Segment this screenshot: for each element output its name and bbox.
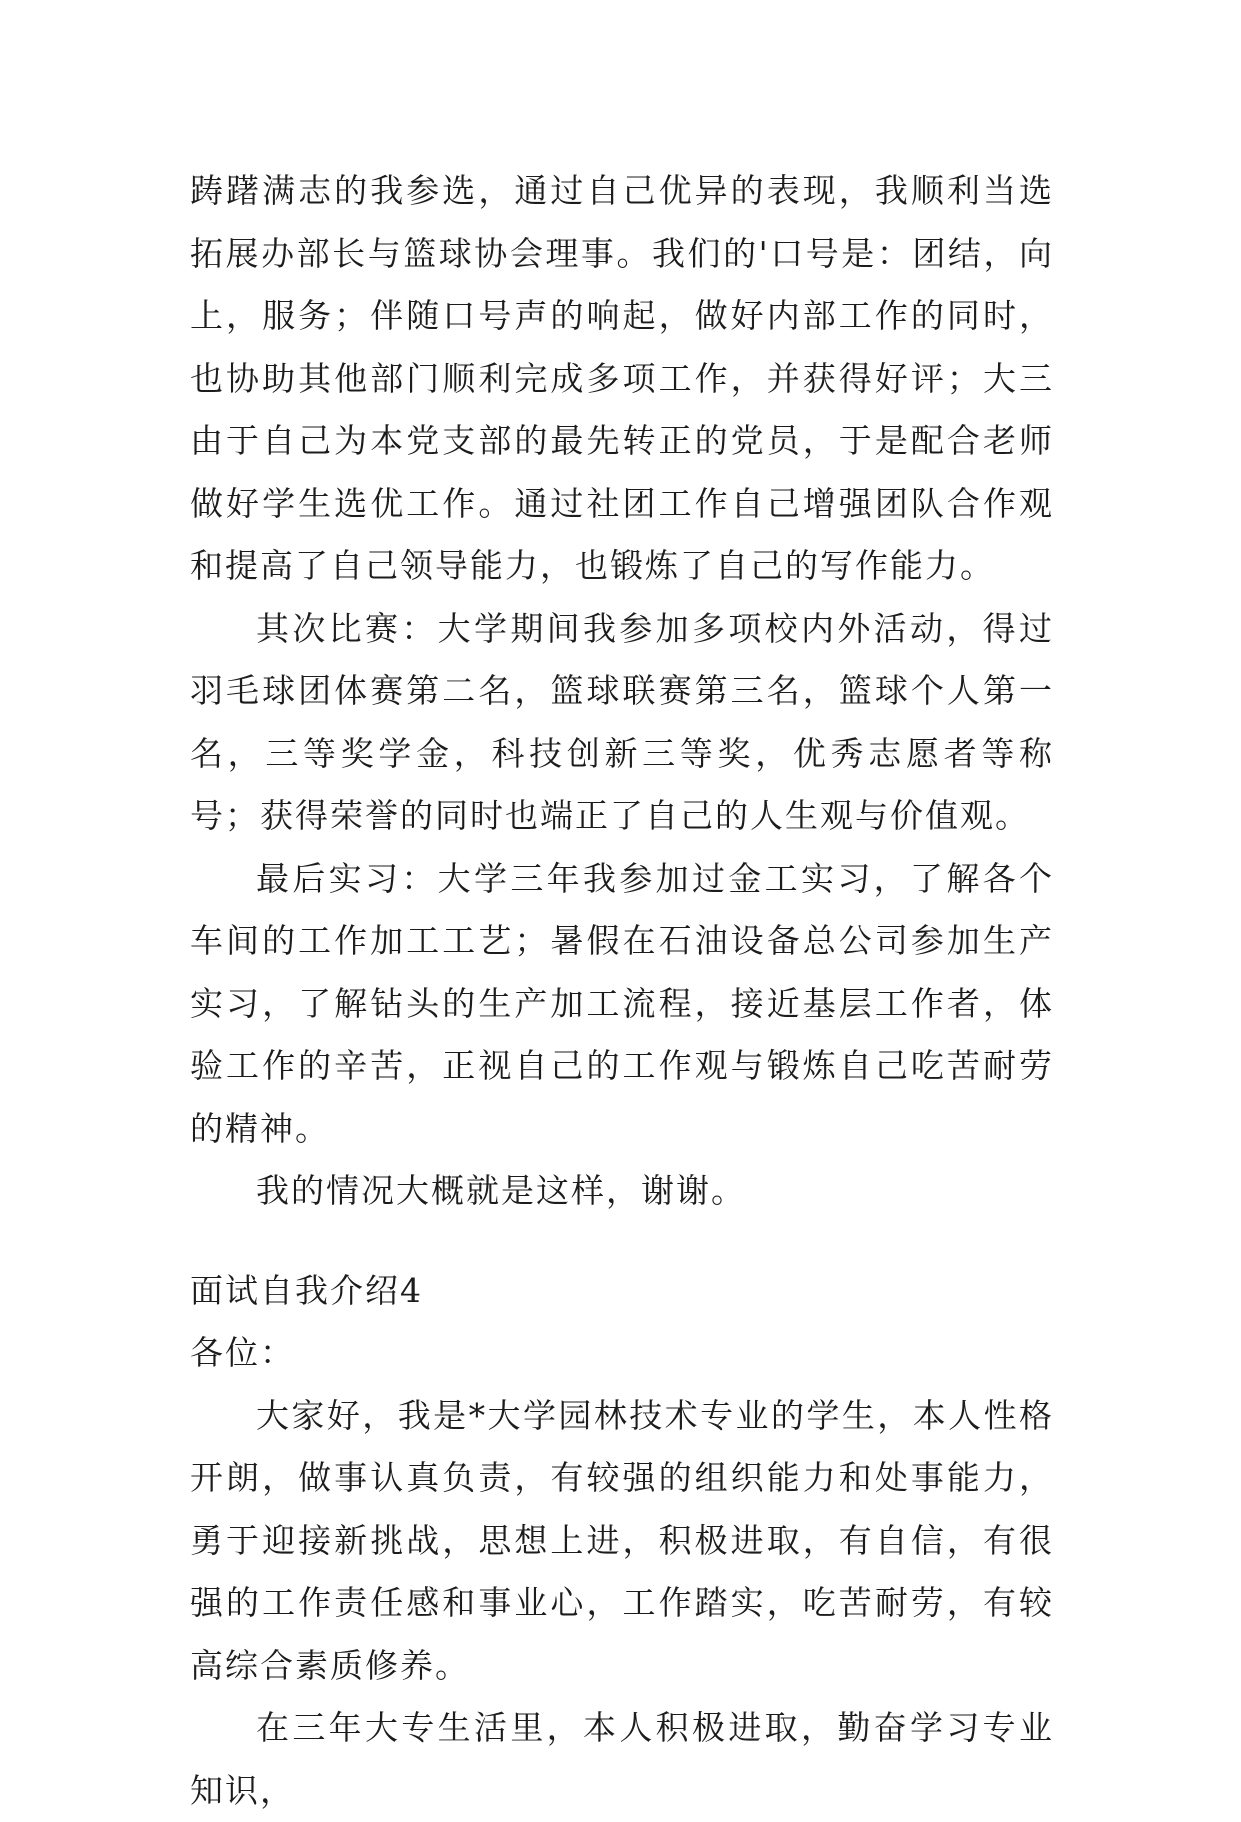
paragraph-competitions: 其次比赛：大学期间我参加多项校内外活动，得过羽毛球团体赛第二名，篮球联赛第三名，篮球个人第一名，三等奖学金，科技创新三等奖，优秀志愿者等称号；获得荣誉的同时也端正了自己的人生观与价值观。 [190, 608, 1054, 835]
salutation: 各位： [190, 1333, 295, 1372]
document-body [190, 160, 1054, 1822]
paragraph-college-life: 在三年大专生活里，本人积极进取，勤奋学习专业知识， [190, 1708, 1054, 1810]
paragraph-closing: 我的情况大概就是这样，谢谢。 [256, 1171, 746, 1210]
paragraph-introduction: 大家好，我是*大学园林技术专业的学生，本人性格开朗，做事认真负责，有较强的组织能力和处事能力，勇于迎接新挑战，思想上进，积极进取，有自信，有很强的工作责任感和事业心，工作踏实，吃苦耐劳，有较高综合素质修养。 [190, 1395, 1054, 1685]
section-gap [190, 1223, 1054, 1260]
section-title: 面试自我介绍4 [190, 1270, 423, 1310]
paragraph-club-work: 踌躇满志的我参选，通过自己优异的表现，我顺利当选拓展办部长与篮球协会理事。我们的'口号是：团结，向上，服务；伴随口号声的响起，做好内部工作的同时，也协助其他部门顺利完成多项工作，并获得好评；大三由于自己为本党支部的最先转正的党员，于是配合老师做好学生选优工作。通过社团工作自己增强团队合作观和提高了自己领导能力，也锻炼了自己的写作能力。 [190, 171, 1054, 585]
paragraph-internship: 最后实习：大学三年我参加过金工实习，了解各个车间的工作加工工艺；暑假在石油设备总公司参加生产实习，了解钻头的生产加工流程，接近基层工作者，体验工作的辛苦，正视自己的工作观与锻炼自己吃苦耐劳的精神。 [190, 858, 1054, 1148]
